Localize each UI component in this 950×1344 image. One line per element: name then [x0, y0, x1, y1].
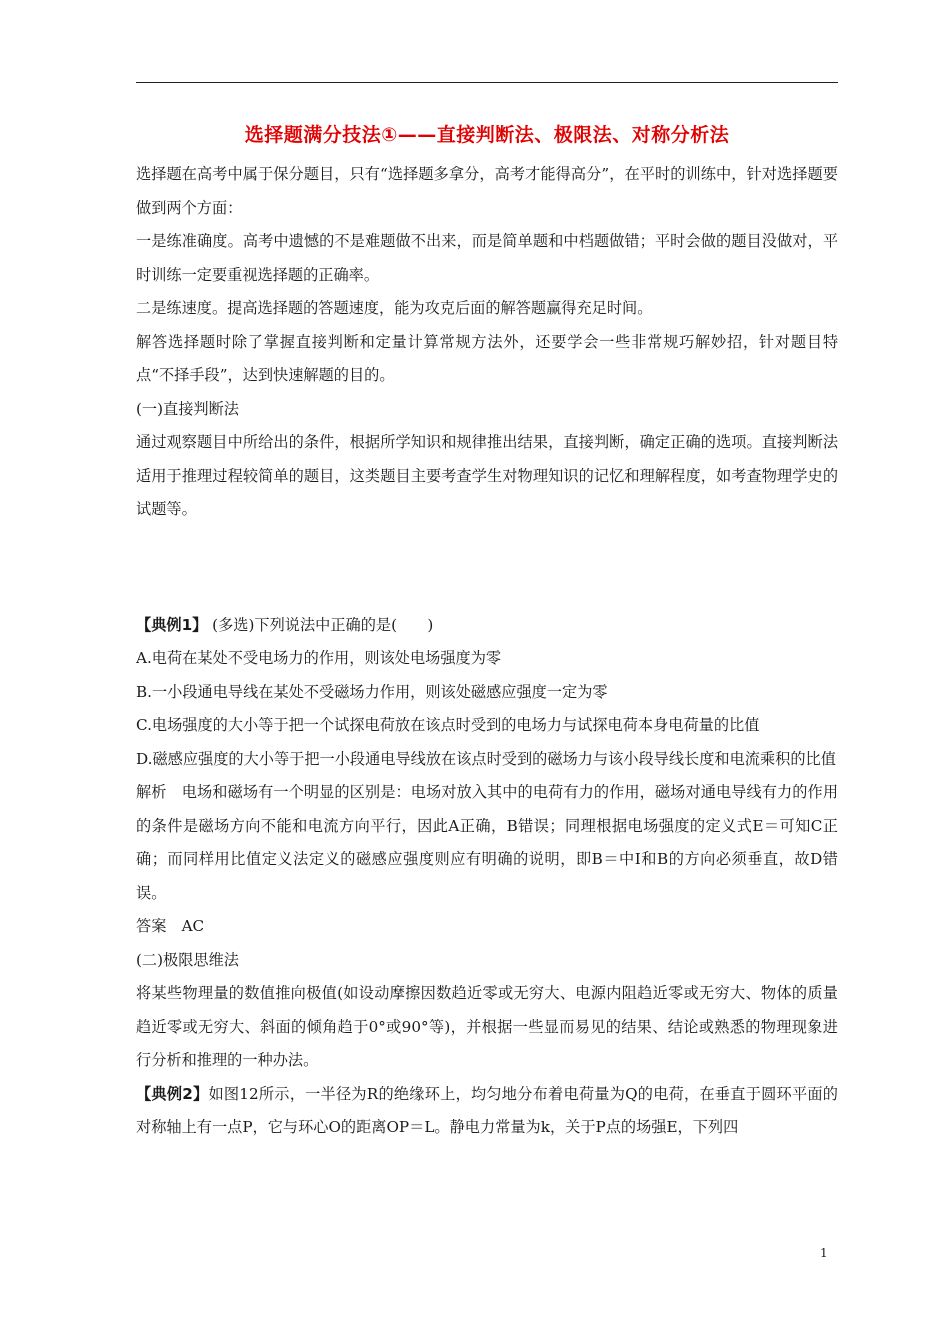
example2-question: [136, 1078, 838, 1145]
intro-paragraph: 二是练速度。提高选择题的答题速度，能为攻克后面的解答题赢得充足时间。: [136, 299, 653, 317]
example1-question: [136, 609, 838, 643]
example1-answer: 答案 AC: [136, 917, 205, 935]
example1-question-text: (多选)下列说法中正确的是( ): [212, 615, 434, 634]
spacer: [136, 527, 838, 609]
example2-label: 【典例2】: [136, 1084, 209, 1103]
intro-paragraph: 一是练准确度。高考中遗憾的不是难题做不出来，而是简单题和中档题做错；平时会做的题目没做对，平时训练一定要重视选择题的正确率。: [136, 232, 838, 284]
intro-paragraph: 选择题在高考中属于保分题目，只有“选择题多拿分，高考才能得高分”，在平时的训练中，针对选择题要做到两个方面：: [136, 165, 838, 217]
example1-option: D.磁感应强度的大小等于把一小段通电导线放在该点时受到的磁场力与该小段导线长度和电流乘积的比值: [136, 749, 836, 768]
document-body: [136, 158, 838, 1145]
section1-heading: (一)直接判断法: [136, 399, 239, 418]
example1-option: B.一小段通电导线在某处不受磁场力作用，则该处磁感应强度一定为零: [136, 682, 608, 701]
example1-label: 【典例1】: [136, 615, 208, 634]
header-rule: [136, 82, 838, 83]
section2-heading: (二)极限思维法: [136, 950, 239, 969]
page-number: 1: [820, 1246, 828, 1260]
intro-paragraph: 解答选择题时除了掌握直接判断和定量计算常规方法外，还要学会一些非常规巧解妙招，针对题目特点“不择手段”，达到快速解题的目的。: [136, 332, 838, 384]
section1-text: 通过观察题目中所给出的条件，根据所学知识和规律推出结果，直接判断，确定正确的选项。直接判断法适用于推理过程较简单的题目，这类题目主要考查学生对物理知识的记忆和理解程度，如考查物理学史的试题等。: [136, 433, 838, 518]
document-title: 选择题满分技法①——直接判断法、极限法、对称分析法: [244, 124, 730, 146]
example1-option: C.电场强度的大小等于把一个试探电荷放在该点时受到的电场力与试探电荷本身电荷量的比值: [136, 716, 760, 734]
example2-text: 如图12所示，一半径为R的绝缘环上，均匀地分布着电荷量为Q的电荷，在垂直于圆环平面的对称轴上有一点P，它与环心O的距离OP＝L。静电力常量为k，关于P点的场强E，下列四: [136, 1084, 838, 1136]
example1-option: A.电荷在某处不受电场力的作用，则该处电场强度为零: [136, 649, 502, 667]
section2-text: 将某些物理量的数值推向极值(如设动摩擦因数趋近零或无穷大、电源内阻趋近零或无穷大、物体的质量趋近零或无穷大、斜面的倾角趋于0°或90°等)，并根据一些显而易见的结果、结论或熟悉的物理现象进行分析和推理的一种办法。: [136, 984, 838, 1069]
example1-analysis: 解析 电场和磁场有一个明显的区别是：电场对放入其中的电荷有力的作用，磁场对通电导线有力的作用的条件是磁场方向不能和电流方向平行，因此A正确，B错误；同理根据电场强度的定义式E＝可知C正确；而同样用比值定义法定义的磁感应强度则应有明确的说明，即B＝中I和B的方向必须垂直，故D错误。: [136, 783, 838, 902]
